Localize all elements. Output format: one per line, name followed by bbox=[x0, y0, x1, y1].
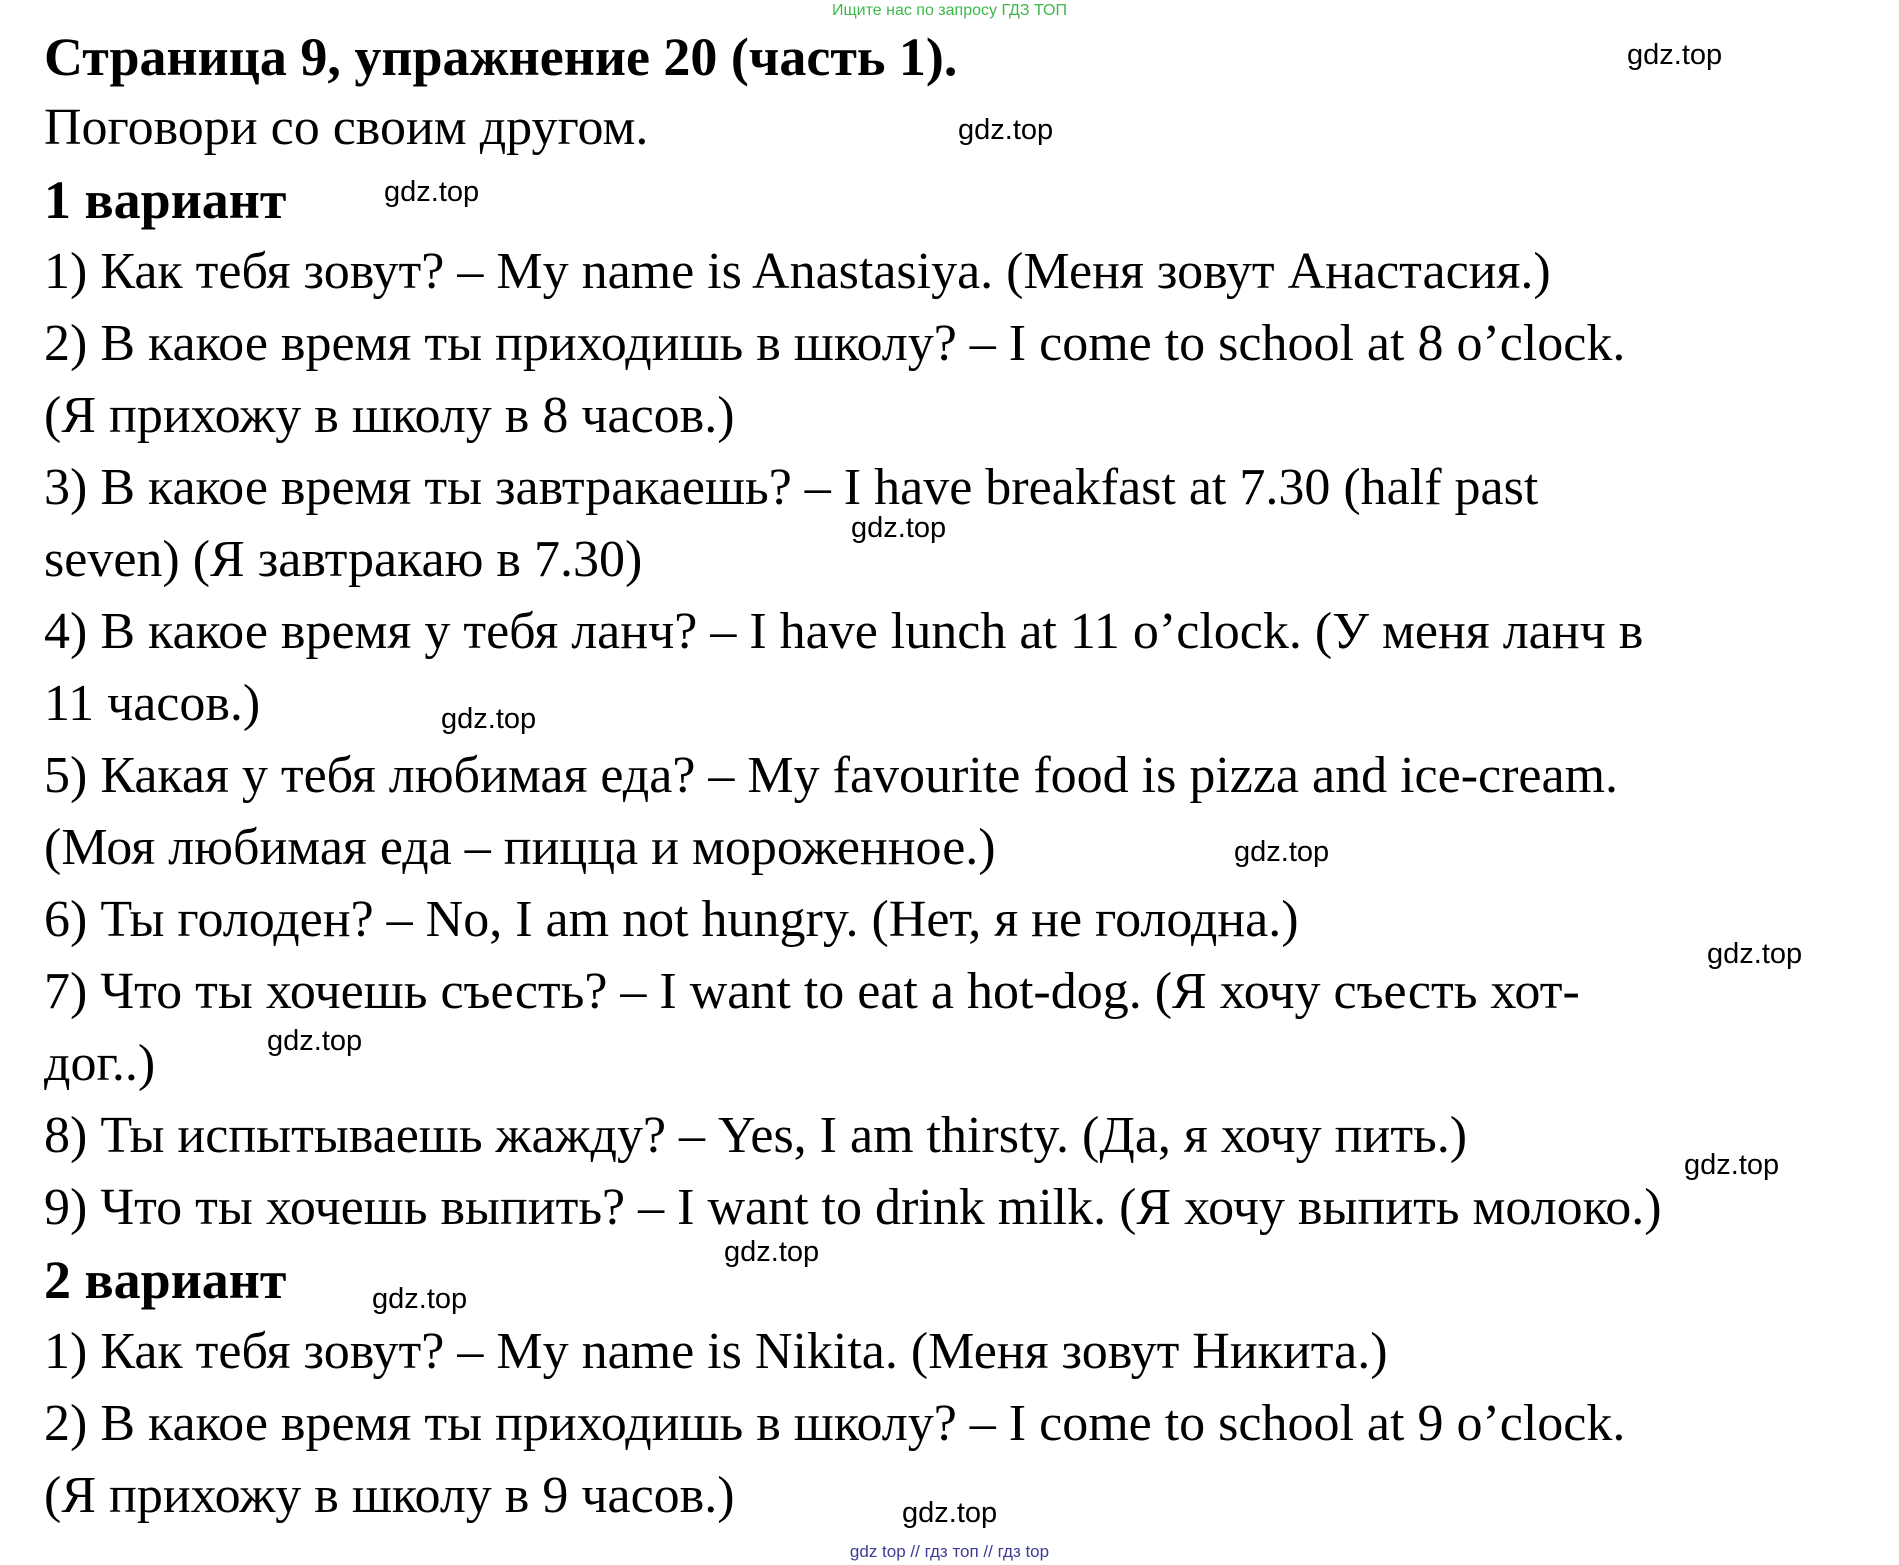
variant-1-line: 6) Ты голоден? – No, I am not hungry. (Нет, я не голодна.) bbox=[44, 891, 1299, 948]
watermark: gdz.top bbox=[958, 114, 1054, 146]
variant-1-line: 3) В какое время ты завтракаешь? – I have breakfast at 7.30 (half past bbox=[44, 459, 1539, 516]
variant-1-line: seven) (Я завтракаю в 7.30) bbox=[44, 531, 643, 588]
watermark: gdz.top bbox=[384, 176, 480, 208]
watermark: gdz.top bbox=[1627, 39, 1723, 71]
watermark: gdz.top bbox=[1707, 938, 1803, 970]
watermark: gdz.top bbox=[1684, 1149, 1780, 1181]
variant-2-line: (Я прихожу в школу в 9 часов.) bbox=[44, 1467, 735, 1524]
watermark: gdz.top bbox=[267, 1025, 363, 1057]
bottom-banner[interactable]: gdz top // гдз топ // гдз top bbox=[849, 1542, 1050, 1561]
document-body bbox=[44, 22, 1884, 1532]
variant-1-line: (Я прихожу в школу в 8 часов.) bbox=[44, 387, 735, 444]
variant-1-line: 1) Как тебя зовут? – My name is Anastasiya. (Меня зовут Анастасия.) bbox=[44, 243, 1551, 300]
watermark: gdz.top bbox=[851, 512, 947, 544]
variant-1-line: 2) В какое время ты приходишь в школу? – I come to school at 8 o’clock. bbox=[44, 315, 1626, 372]
variant-1-line: 9) Что ты хочешь выпить? – I want to drink milk. (Я хочу выпить молоко.) bbox=[44, 1179, 1662, 1236]
watermark: gdz.top bbox=[1234, 836, 1330, 868]
variant-1-line: 5) Какая у тебя любимая еда? – My favourite food is pizza and ice-cream. bbox=[44, 747, 1619, 804]
variant-2-line: 2) В какое время ты приходишь в школу? – I come to school at 9 o’clock. bbox=[44, 1395, 1626, 1452]
watermark: gdz.top bbox=[372, 1283, 468, 1315]
variant-1-line: 7) Что ты хочешь съесть? – I want to eat a hot-dog. (Я хочу съесть хот- bbox=[44, 963, 1580, 1020]
variant-1-line: 4) В какое время у тебя ланч? – I have lunch at 11 o’clock. (У меня ланч в bbox=[44, 603, 1644, 660]
top-banner[interactable]: Ищите нас по запросу ГДЗ ТОП bbox=[832, 2, 1067, 19]
variant-1-heading: 1 вариант bbox=[44, 170, 287, 230]
page-title: Страница 9, упражнение 20 (часть 1). bbox=[44, 27, 958, 87]
watermark: gdz.top bbox=[724, 1236, 820, 1268]
variant-1-line: дог..) bbox=[44, 1035, 156, 1092]
variant-1-line: 8) Ты испытываешь жажду? – Yes, I am thirsty. (Да, я хочу пить.) bbox=[44, 1107, 1468, 1164]
intro-text: Поговори со своим другом. bbox=[44, 99, 649, 156]
variant-1-line: 11 часов.) bbox=[44, 675, 261, 732]
variant-2-line: 1) Как тебя зовут? – My name is Nikita. (Меня зовут Никита.) bbox=[44, 1323, 1388, 1380]
watermark: gdz.top bbox=[441, 703, 537, 735]
watermark: gdz.top bbox=[902, 1497, 998, 1529]
variant-2-heading: 2 вариант bbox=[44, 1250, 287, 1310]
variant-1-line: (Моя любимая еда – пицца и мороженное.) bbox=[44, 819, 996, 876]
